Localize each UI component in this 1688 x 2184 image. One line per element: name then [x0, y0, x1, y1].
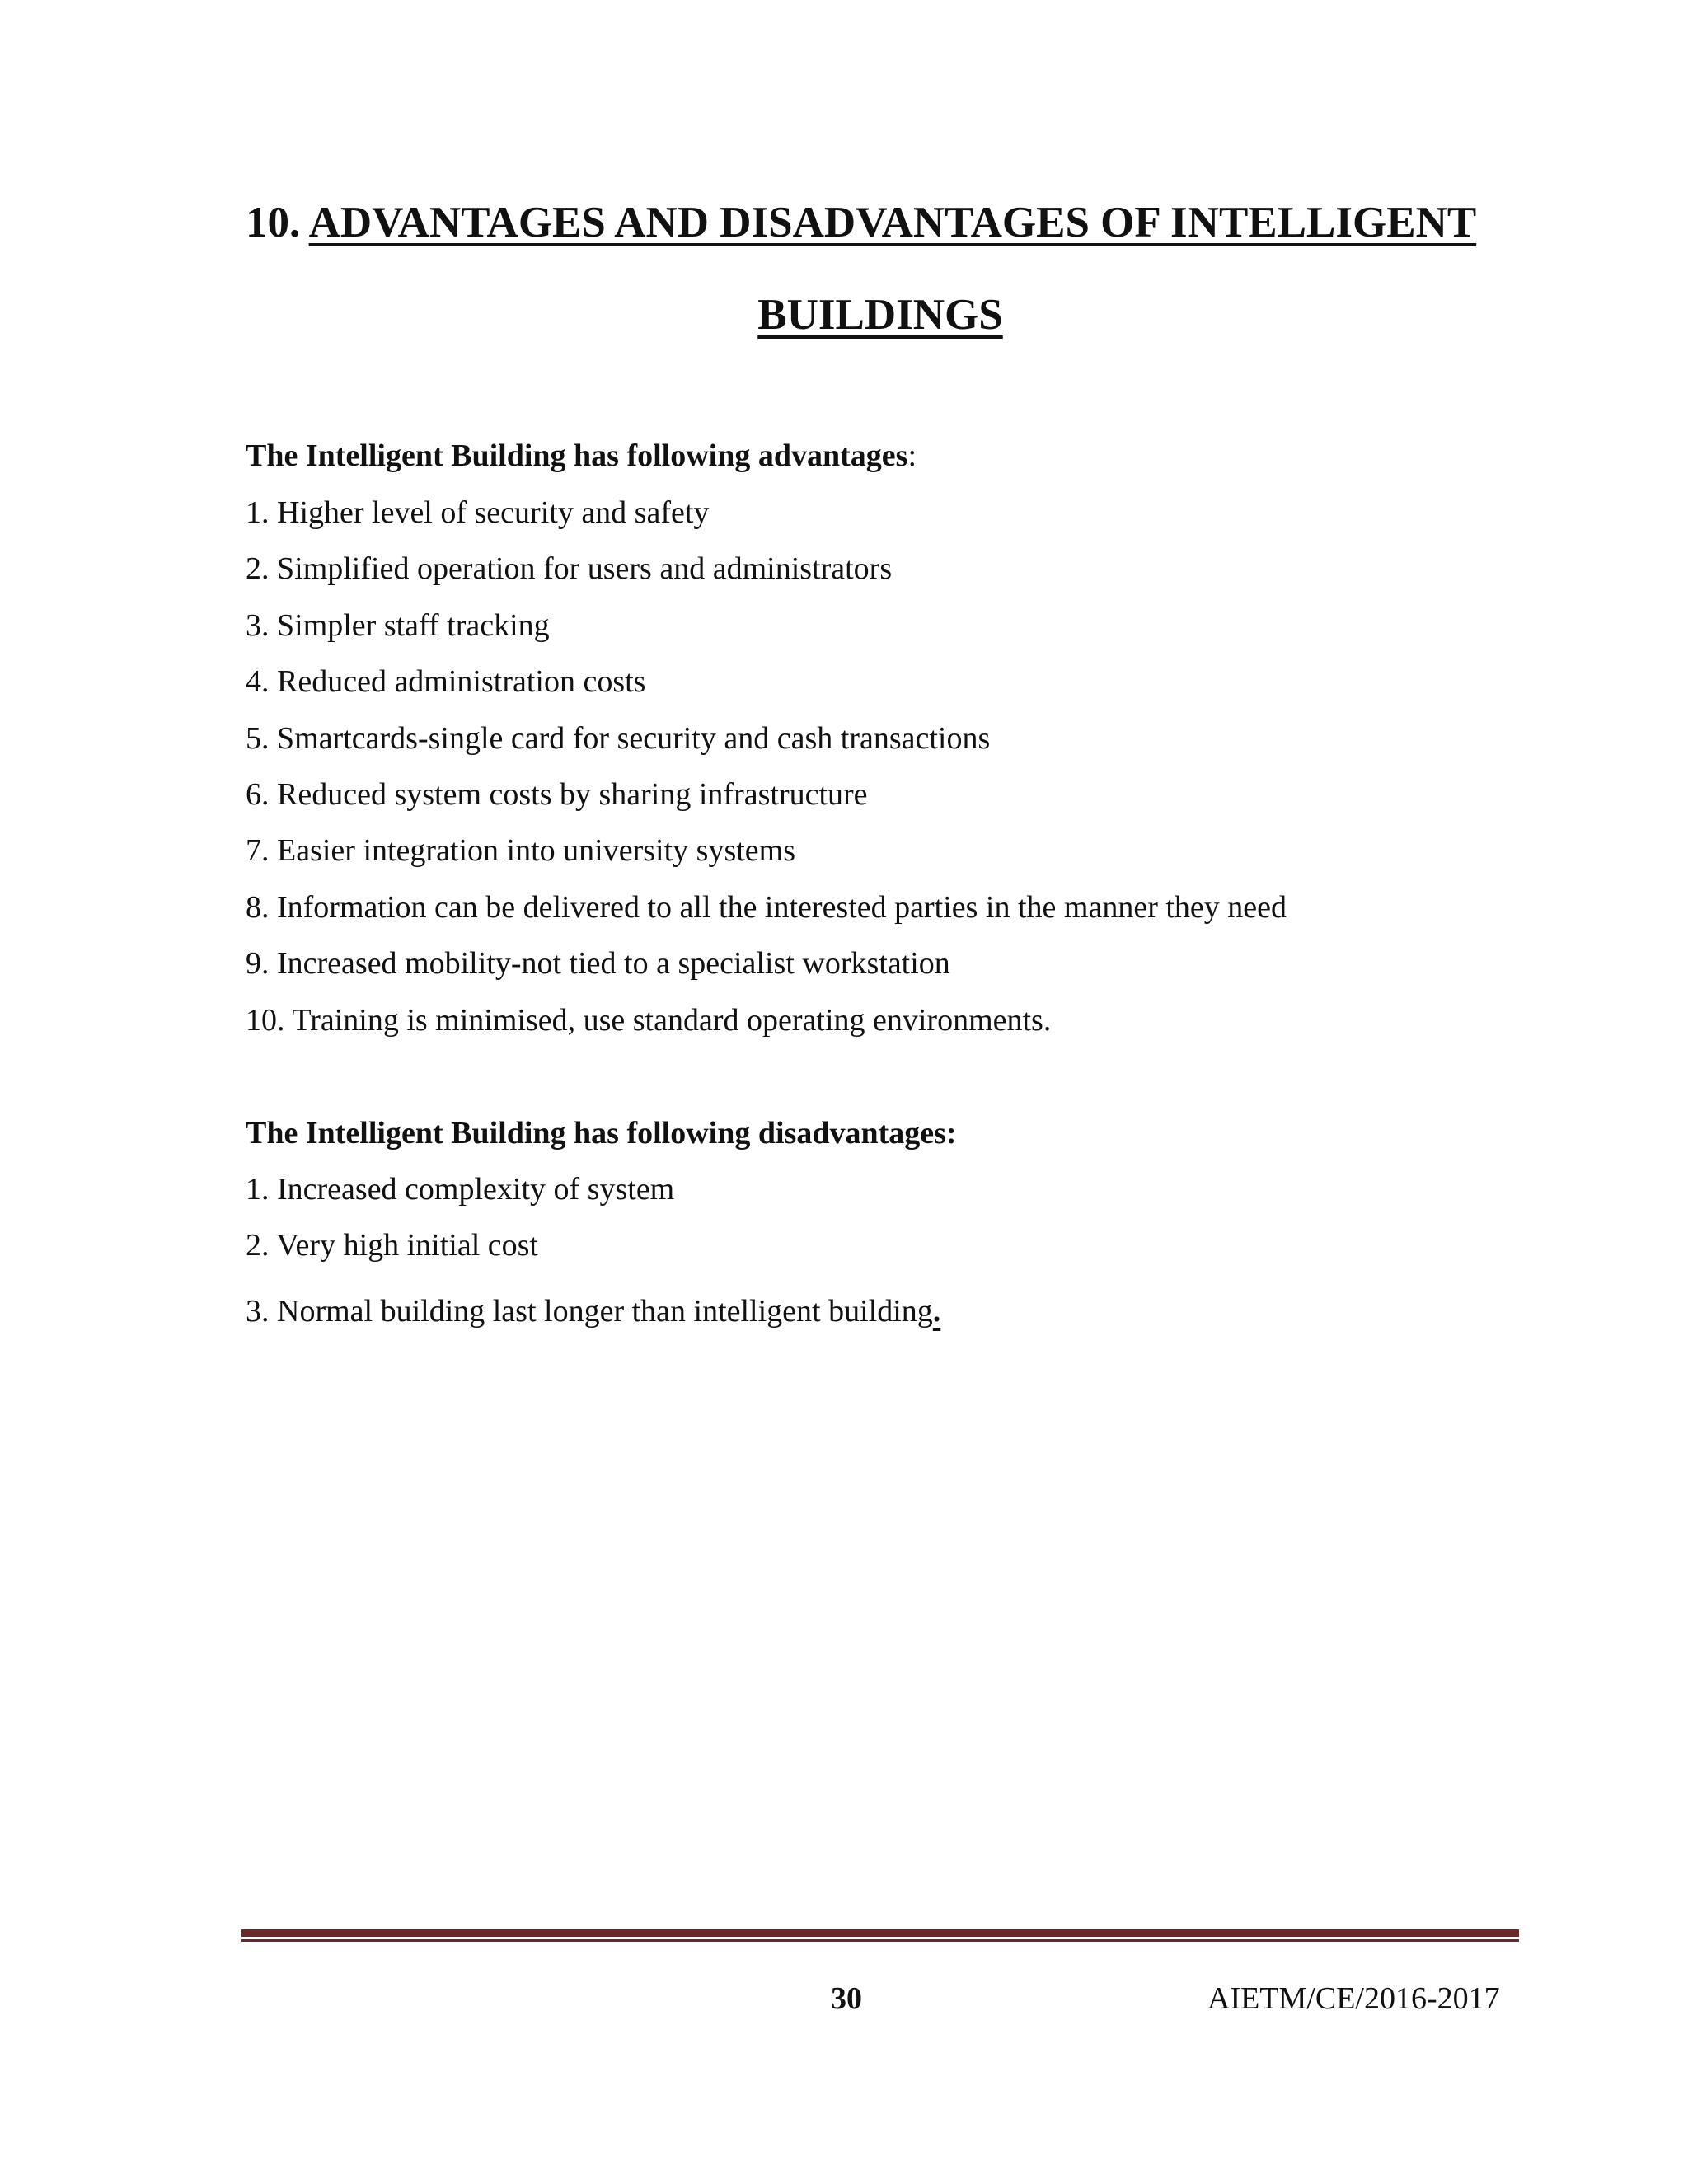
list-item: 8. Information can be delivered to all the interested parties in the manner they need — [246, 889, 1287, 925]
heading-line-2 — [246, 288, 1515, 341]
list-item: 1. Increased complexity of system — [246, 1172, 675, 1207]
footer-code: AIETM/CE/2016-2017 — [1207, 1981, 1500, 2016]
heading-title-part-1: ADVANTAGES AND DISADVANTAGES OF INTELLIGENT — [308, 199, 1477, 246]
list-item: 5. Smartcards-single card for security and cash transactions — [246, 720, 991, 756]
page-number: 30 — [831, 1981, 862, 2016]
list-item: 2. Simplified operation for users and administrators — [246, 551, 893, 587]
disadvantages-title-text: The Intelligent Building has following disadvantages: — [246, 1116, 957, 1151]
list-item: 9. Increased mobility-not tied to a specialist workstation — [246, 946, 950, 982]
last-item-text: 3. Normal building last longer than intelligent building — [246, 1294, 933, 1329]
disadvantages-title — [246, 1113, 957, 1154]
list-item: 2. Very high initial cost — [246, 1228, 538, 1263]
last-item-period: . — [932, 1294, 941, 1329]
advantages-title-colon: : — [907, 438, 917, 473]
advantages-title — [246, 435, 917, 476]
heading-line-1 — [246, 196, 1498, 249]
list-item: 7. Easier integration into university systems — [246, 833, 796, 869]
disadvantages-last-item — [246, 1291, 940, 1332]
list-item: 4. Reduced administration costs — [246, 664, 646, 700]
advantages-list — [246, 492, 1287, 1056]
disadvantages-list — [246, 1169, 674, 1282]
footer-rule-thin — [241, 1939, 1519, 1942]
list-item: 6. Reduced system costs by sharing infrastructure — [246, 776, 868, 812]
list-item: 10. Training is minimised, use standard operating environments. — [246, 1002, 1052, 1038]
footer-rule-thick — [241, 1929, 1519, 1937]
advantages-title-text: The Intelligent Building has following advantages — [246, 438, 908, 473]
list-item: 1. Higher level of security and safety — [246, 495, 710, 530]
heading-title-part-2: BUILDINGS — [757, 291, 1003, 339]
heading-number: 10. — [246, 199, 309, 246]
list-item: 3. Simpler staff tracking — [246, 607, 550, 643]
